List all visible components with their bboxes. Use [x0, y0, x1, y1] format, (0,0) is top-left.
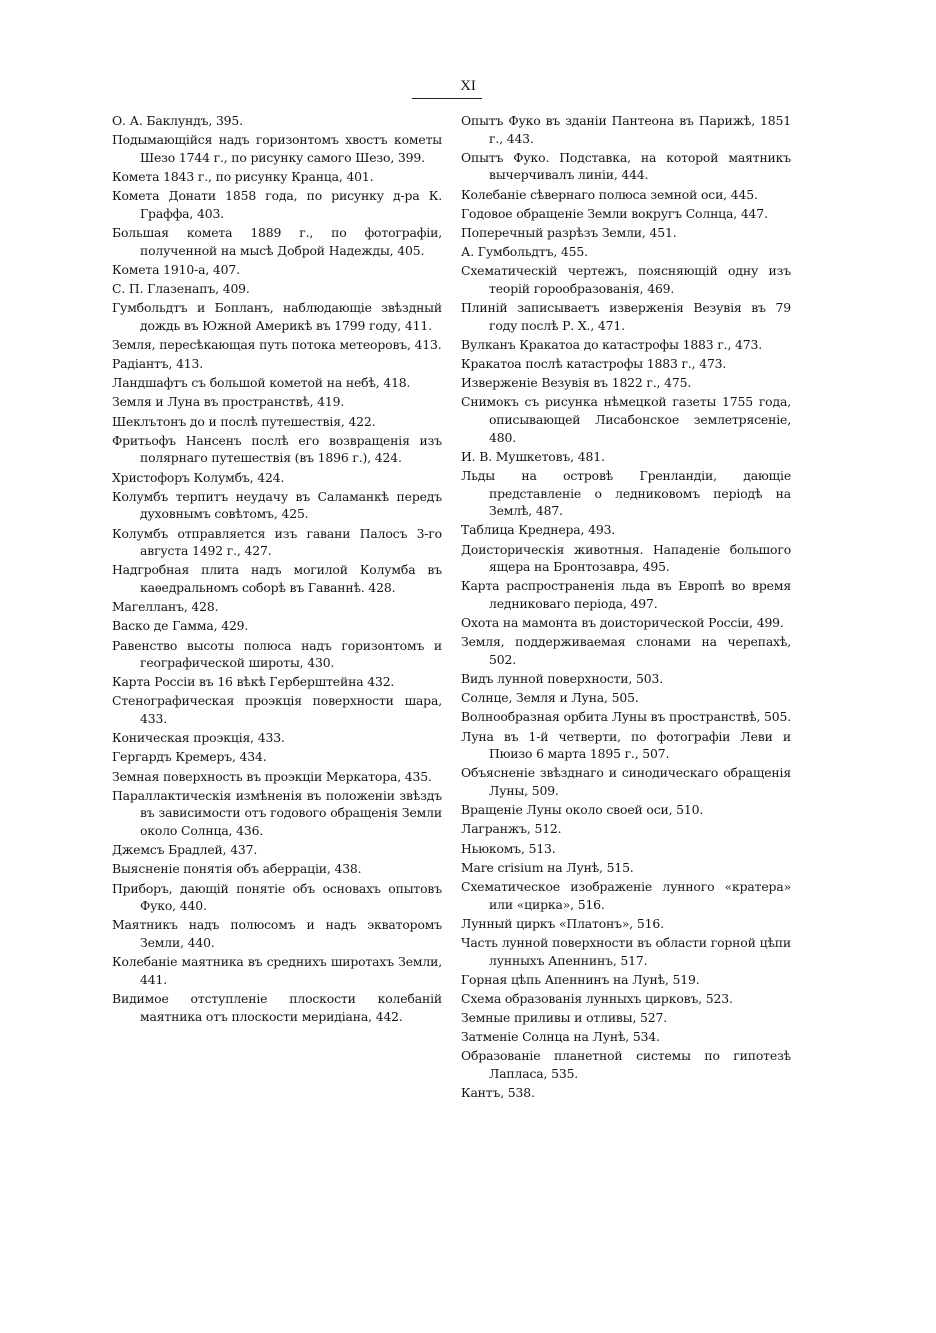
index-entry: Вращеніе Луны около своей оси, 510.	[461, 802, 704, 818]
index-entry: Магелланъ, 428.	[112, 599, 219, 615]
index-entry: Колебаніе сѣвернаго полюса земной оси, 445.	[461, 186, 758, 202]
index-entry: Равенство высоты полюса надъ горизонтомъ и географической широты, 430.	[112, 637, 442, 671]
index-entry: Шеклътонъ до и послѣ путешествія, 422.	[112, 413, 376, 429]
index-entry: Приборъ, дающій понятіе объ основахъ опытовъ Фуко, 440.	[112, 880, 442, 914]
index-entry: Гергардъ Кремеръ, 434.	[112, 749, 267, 765]
index-entry: Подымающійся надъ горизонтомъ хвостъ кометы Шезо 1744 г., по рисунку самого Шезо, 399.	[112, 132, 442, 165]
index-entry: Комета 1910-а, 407.	[112, 261, 240, 277]
index-entry: Образованіе планетной системы по гипотезѣ Лапласа, 535.	[461, 1048, 791, 1082]
index-entry: Плиній записываетъ изверженія Везувія въ 79 году послѣ Р. Х., 471.	[461, 300, 791, 333]
index-entry: Карта Россіи въ 16 вѣкѣ Герберштейна 432.	[112, 674, 395, 690]
index-entry: Земля, пересѣкающая путь потока метеоровъ, 413.	[112, 336, 442, 352]
index-entry: Часть лунной поверхности въ области горной цѣпи лунныхъ Апеннинъ, 517.	[461, 934, 791, 968]
index-entry: Земля, поддерживаемая слонами на черепахѣ, 502.	[461, 634, 791, 667]
index-entry: Льды на островѣ Гренландіи, дающіе представленіе о ледниковомъ періодѣ на Землѣ, 487.	[461, 468, 791, 519]
index-entry: Mare crisium на Лунѣ, 515.	[461, 859, 634, 875]
index-entry: Луна въ 1-й четверти, по фотографіи Леви и Пюизо 6 марта 1895 г., 507.	[461, 728, 791, 762]
index-entry: Радіантъ, 413.	[112, 356, 204, 372]
index-entry: Васко де Гамма, 429.	[112, 618, 249, 634]
index-entry: Лагранжъ, 512.	[461, 821, 562, 837]
index-entry: Кантъ, 538.	[461, 1085, 535, 1101]
index-entry: Колебаніе маятника въ среднихъ широтахъ Земли, 441.	[112, 954, 442, 987]
index-entry: Охота на мамонта въ доисторической Россіи, 499.	[461, 615, 784, 631]
index-entry: Гумбольдтъ и Бопланъ, наблюдающіе звѣздный дождь въ Южной Америкѣ въ 1799 году, 411.	[112, 300, 442, 333]
index-entry: Коническая проэкція, 433.	[112, 730, 285, 746]
index-entry: Маятникъ надъ полюсомъ и надъ экваторомъ Земли, 440.	[112, 917, 442, 950]
index-entry: Волнообразная орбита Луны въ пространствѣ, 505.	[461, 709, 792, 725]
index-entry: Лунный циркъ «Платонъ», 516.	[461, 915, 664, 931]
index-entry: Земные приливы и отливы, 527.	[461, 1010, 668, 1026]
header-rule	[412, 98, 482, 99]
index-entry: Кракатоа послѣ катастрофы 1883 г., 473.	[461, 356, 727, 372]
index-entry: Комета 1843 г., по рисунку Кранца, 401.	[112, 168, 374, 184]
index-entry: Комета Донати 1858 года, по рисунку д-ра К. Граффа, 403.	[112, 188, 442, 221]
index-entry: Ландшафтъ съ большой кометой на небѣ, 418.	[112, 375, 411, 391]
index-entry: Ньюкомъ, 513.	[461, 840, 556, 856]
index-entry: Опытъ Фуко въ зданіи Пантеона въ Парижѣ, 1851 г., 443.	[461, 113, 791, 146]
index-entry: Затменіе Солнца на Лунѣ, 534.	[461, 1029, 660, 1045]
index-entry: Большая комета 1889 г., по фотографіи, полученной на мысѣ Доброй Надежды, 405.	[112, 224, 442, 258]
index-entry: И. В. Мушкетовъ, 481.	[461, 448, 605, 464]
index-entry: Карта распространенія льда въ Европѣ во время ледниковаго періода, 497.	[461, 578, 791, 611]
index-entry: Годовое обращеніе Земли вокругъ Солнца, 447.	[461, 205, 768, 221]
index-entry: А. Гумбольдтъ, 455.	[461, 244, 588, 260]
index-entry: Поперечный разрѣзъ Земли, 451.	[461, 224, 677, 240]
index-entry: Фритьофъ Нансенъ послѣ его возвращенія изъ полярнаго путешествія (въ 1896 г.), 424.	[112, 432, 442, 466]
index-entry: Схематическое изображеніе лунного «кратера» или «цирка», 516.	[461, 878, 791, 912]
index-entry: Земля и Луна въ пространствѣ, 419.	[112, 394, 345, 410]
right-column	[461, 112, 791, 1103]
index-entry: Параллактическія измѣненія въ положеніи звѣздъ въ зависимости отъ годового обращенія Земли около Солнца, 436.	[112, 787, 442, 838]
index-entry: Вулканъ Кракатоа до катастрофы 1883 г., 473.	[461, 336, 763, 352]
index-entry: Земная поверхность въ проэкціи Меркатора, 435.	[112, 768, 432, 784]
index-entry: С. П. Глазенапъ, 409.	[112, 280, 250, 296]
index-entry: О. А. Баклундъ, 395.	[112, 113, 243, 128]
index-entry: Колумбъ терпитъ неудачу въ Саламанкѣ передъ духовнымъ совѣтомъ, 425.	[112, 488, 442, 522]
index-entry: Видъ лунной поверхности, 503.	[461, 671, 663, 687]
index-entry: Таблица Креднера, 493.	[461, 522, 616, 538]
index-entry: Доисторическія животныя. Нападеніе большого ящера на Бронтозавра, 495.	[461, 541, 791, 575]
index-entry: Опытъ Фуко. Подставка, на которой маятникъ вычерчивалъ линіи, 444.	[461, 149, 791, 183]
index-entry: Выясненіе понятія объ аберраціи, 438.	[112, 861, 362, 877]
index-entry: Колумбъ отправляется изъ гавани Палосъ 3-го августа 1492 г., 427.	[112, 525, 442, 559]
index-entry: Видимое отступленіе плоскости колебаній маятника отъ плоскости меридіана, 442.	[112, 990, 442, 1024]
index-entry: Горная цѣпь Апеннинъ на Лунѣ, 519.	[461, 971, 700, 987]
index-entry: Снимокъ съ рисунка нѣмецкой газеты 1755 года, описывающей Лисабонское землетрясеніе, 480.	[461, 394, 791, 445]
index-entry: Изверженіе Везувія въ 1822 г., 475.	[461, 375, 692, 391]
index-entry: Надгробная плита надъ могилой Колумба въ каѳедральномъ соборѣ въ Гаваннѣ. 428.	[112, 562, 442, 595]
index-entry: Схема образованія лунныхъ цирковъ, 523.	[461, 990, 733, 1006]
index-entry: Объясненіе звѣзднаго и синодическаго обращенія Луны, 509.	[461, 765, 791, 799]
index-entry: Джемсъ Брадлей, 437.	[112, 842, 258, 858]
index-entry: Стенографическая проэкція поверхности шара, 433.	[112, 693, 442, 727]
index-entry: Схематическій чертежъ, поясняющій одну изъ теорій горообразованія, 469.	[461, 263, 791, 296]
index-entry: Солнце, Земля и Луна, 505.	[461, 690, 639, 706]
index-entry: Христофоръ Колумбъ, 424.	[112, 469, 285, 485]
page-number: XI	[460, 78, 476, 94]
left-column	[112, 112, 442, 1027]
